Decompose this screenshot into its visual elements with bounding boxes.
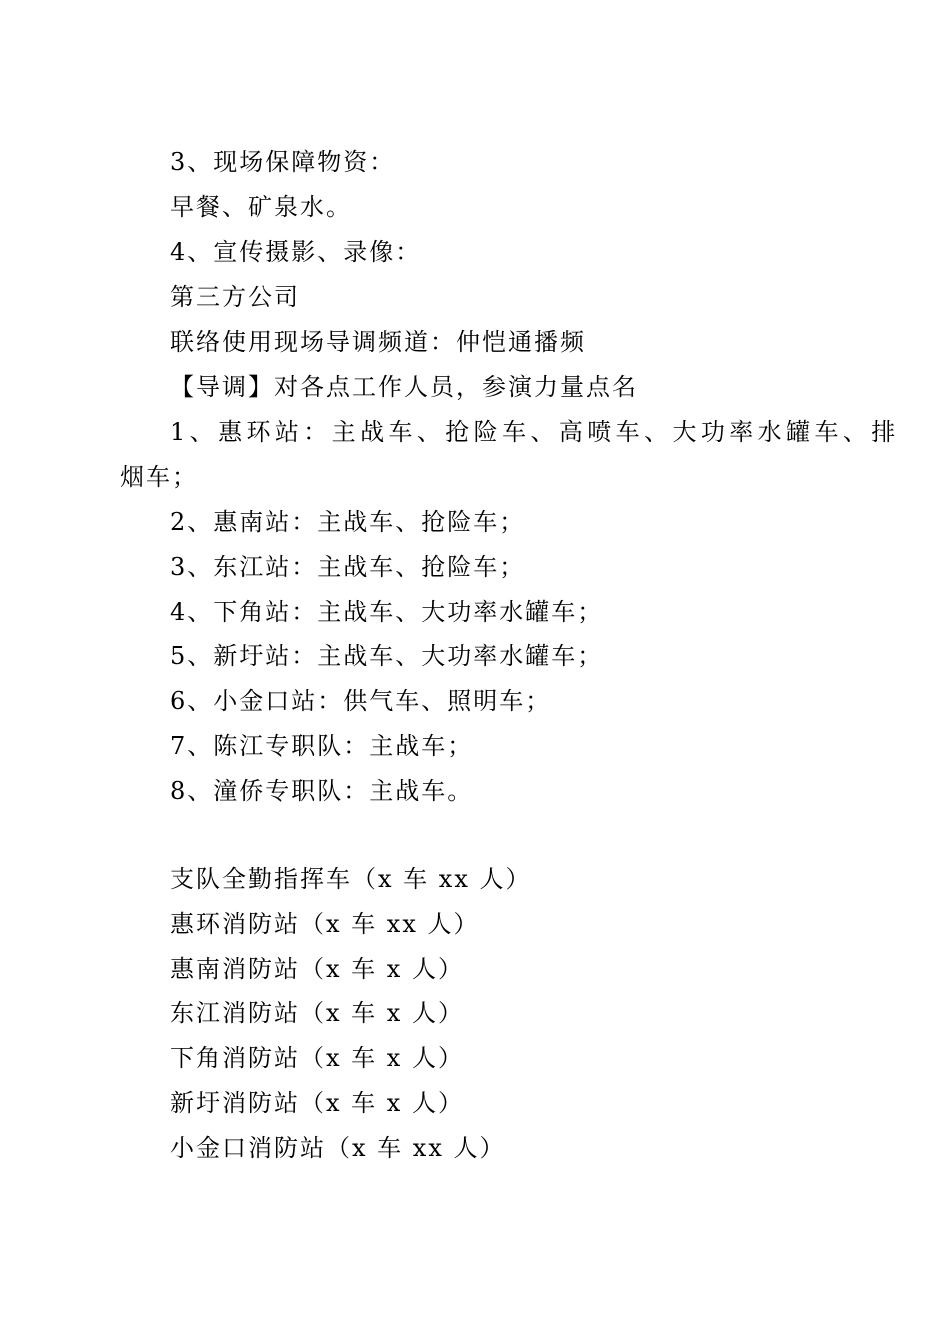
section-heading-media: 4、宣传摄影、录像： <box>170 238 422 266</box>
roll-call-item: 7、陈江专职队：主战车； <box>170 732 474 760</box>
unit-list-item: 下角消防站（x 车 x 人） <box>170 1044 464 1072</box>
roll-call-item-continuation: 烟车； <box>120 463 198 491</box>
roll-call-item: 3、东江站：主战车、抢险车； <box>170 553 526 581</box>
unit-list-item: 支队全勤指挥车（x 车 xx 人） <box>170 865 532 893</box>
unit-list-item: 新圩消防站（x 车 x 人） <box>170 1089 464 1117</box>
roll-call-item: 2、惠南站：主战车、抢险车； <box>170 508 526 536</box>
roll-call-item: 5、新圩站：主战车、大功率水罐车； <box>170 642 604 670</box>
unit-list-item: 小金口消防站（x 车 xx 人） <box>170 1134 506 1162</box>
unit-list-item: 东江消防站（x 车 x 人） <box>170 999 464 1027</box>
roll-call-item: 8、潼侨专职队：主战车。 <box>170 777 474 805</box>
roll-call-item: 4、下角站：主战车、大功率水罐车； <box>170 598 604 626</box>
media-text: 第三方公司 <box>170 283 300 311</box>
section-heading-supplies: 3、现场保障物资： <box>170 148 396 176</box>
unit-list-item: 惠环消防站（x 车 xx 人） <box>170 910 480 938</box>
roll-call-item: 1、惠环站：主战车、抢险车、高喷车、大功率水罐车、排 <box>170 418 900 446</box>
radio-channel-text: 联络使用现场导调频道：仲恺通播频 <box>170 328 586 356</box>
roll-call-item: 6、小金口站：供气车、照明车； <box>170 687 552 715</box>
unit-list-item: 惠南消防站（x 车 x 人） <box>170 955 464 983</box>
supplies-text: 早餐、矿泉水。 <box>170 193 352 221</box>
roll-call-intro: 【导调】对各点工作人员，参演力量点名 <box>170 373 638 401</box>
